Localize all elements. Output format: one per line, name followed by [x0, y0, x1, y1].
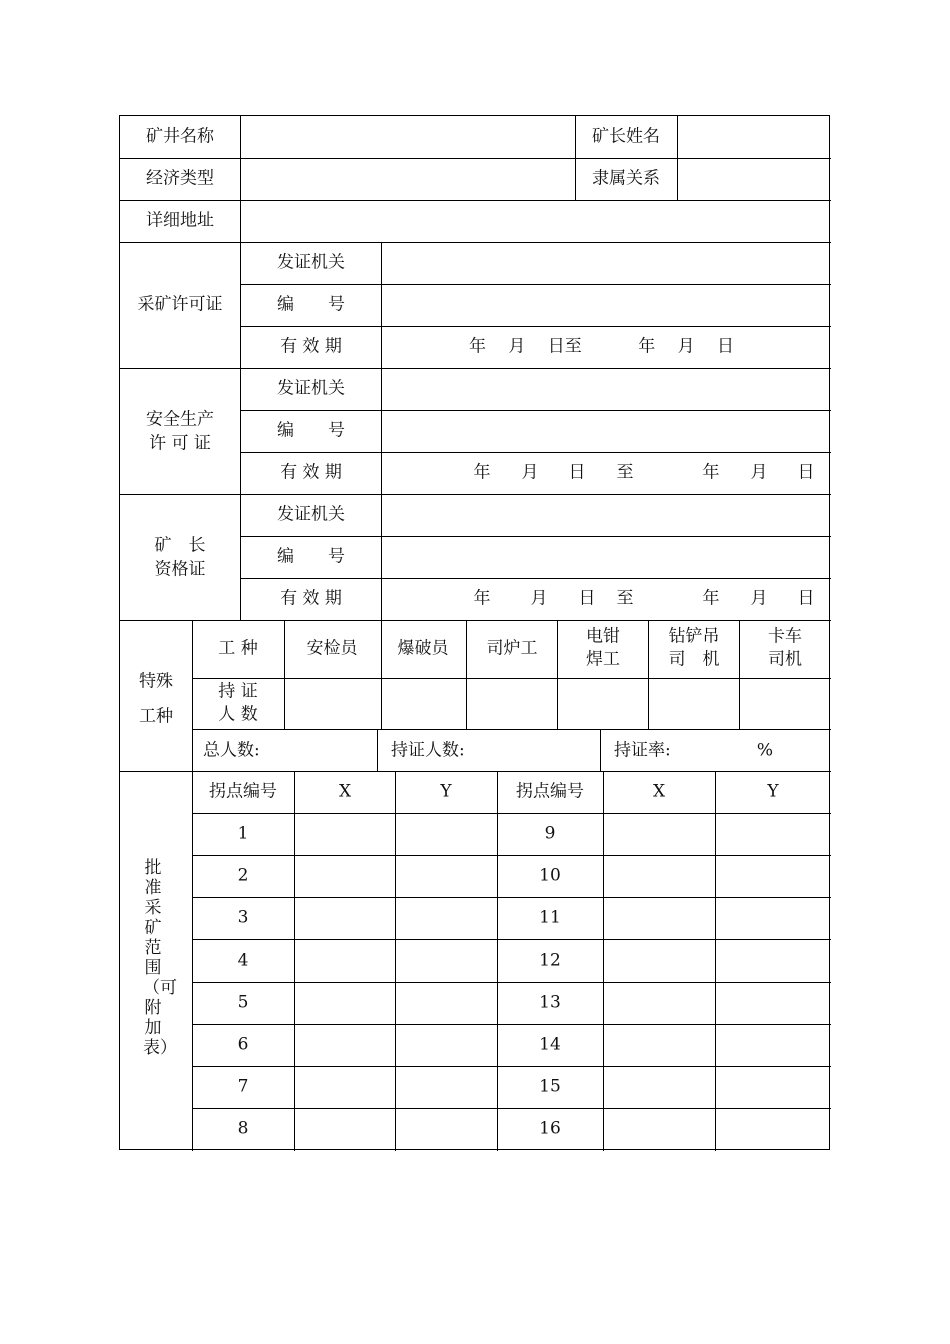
- point-number: 13: [539, 992, 561, 1013]
- col-divider: [284, 620, 285, 729]
- col-divider: [294, 771, 295, 1151]
- mine-name-label: 矿井名称: [146, 126, 214, 147]
- row-divider: [192, 897, 831, 898]
- row-divider: [192, 939, 831, 940]
- row-divider: [192, 729, 831, 730]
- mine-name-field[interactable]: [242, 117, 572, 157]
- welder-label-1: 电钳: [586, 626, 620, 647]
- row-divider: [240, 578, 831, 579]
- mining-range-title: 批准采矿范围（可附加表）: [143, 858, 177, 1058]
- col-divider: [648, 620, 649, 729]
- point-number: 2: [237, 865, 249, 886]
- address-field[interactable]: [245, 201, 825, 241]
- point-number: 3: [237, 907, 249, 928]
- point-number: 16: [539, 1118, 561, 1139]
- safety-day-2: 日: [797, 462, 815, 483]
- col-divider: [466, 620, 467, 729]
- safety-month-2: 月: [750, 462, 768, 483]
- director-day-2: 日: [797, 588, 815, 609]
- point-number: 4: [237, 950, 249, 971]
- x-header-left: X: [338, 781, 352, 802]
- row-divider: [192, 982, 831, 983]
- row-divider: [192, 813, 831, 814]
- point-number: 14: [539, 1034, 561, 1055]
- col-divider: [497, 771, 498, 1151]
- safety-to: 至: [616, 462, 634, 483]
- point-number: 9: [544, 823, 556, 844]
- point-number: 6: [237, 1034, 249, 1055]
- point-number-header-left: 拐点编号: [209, 781, 277, 802]
- director-cert-number-label: 编 号: [277, 546, 345, 567]
- mine-info-form: [119, 115, 830, 1150]
- row-divider: [240, 410, 831, 411]
- econ-type-label: 经济类型: [146, 168, 214, 189]
- safety-month-1: 月: [521, 462, 539, 483]
- col-divider: [575, 116, 576, 200]
- blaster-label: 爆破员: [397, 638, 449, 659]
- row-divider: [120, 494, 831, 495]
- y-header-right: Y: [767, 781, 779, 802]
- safety-license-number-label: 编 号: [277, 420, 345, 441]
- col-divider: [603, 771, 604, 1151]
- mining-license-issuer-label: 发证机关: [277, 252, 345, 273]
- certified-count-label: 持证人数:: [391, 740, 465, 761]
- point-number: 8: [237, 1118, 249, 1139]
- mining-license-validity-value: 年 月 日至 年 月 日: [469, 336, 735, 357]
- special-work-title-1: 特殊: [139, 671, 173, 692]
- director-month-2: 月: [750, 588, 768, 609]
- point-number: 10: [539, 865, 561, 886]
- director-month-1: 月: [530, 588, 548, 609]
- truck-label-2: 司机: [768, 649, 802, 670]
- row-divider: [240, 536, 831, 537]
- safety-license-validity-label: 有 效 期: [280, 462, 342, 483]
- col-divider: [739, 620, 740, 729]
- address-label: 详细地址: [146, 210, 214, 231]
- director-cert-title-1: 矿 长: [154, 535, 206, 556]
- point-number-header-right: 拐点编号: [516, 781, 584, 802]
- col-divider: [192, 620, 193, 1151]
- safety-license-title-1: 安全生产: [146, 409, 214, 430]
- cert-count-label-1: 持 证: [218, 681, 258, 702]
- row-divider: [240, 284, 831, 285]
- row-divider: [120, 242, 831, 243]
- row-divider: [192, 855, 831, 856]
- point-number: 7: [237, 1076, 249, 1097]
- director-to: 至: [616, 588, 634, 609]
- row-divider: [120, 620, 831, 621]
- safety-license-issuer-label: 发证机关: [277, 378, 345, 399]
- director-year-1: 年: [473, 588, 491, 609]
- cert-count-label-2: 人 数: [218, 704, 258, 725]
- col-divider: [381, 620, 382, 729]
- row-divider: [192, 1108, 831, 1109]
- director-cert-title-2: 资格证: [154, 559, 206, 580]
- total-count-label: 总人数:: [203, 740, 260, 761]
- y-header-left: Y: [440, 781, 452, 802]
- cert-rate-label: 持证率:: [614, 740, 671, 761]
- row-divider: [240, 326, 831, 327]
- safety-license-title-2: 许 可 证: [149, 433, 211, 454]
- col-divider: [600, 729, 601, 771]
- row-divider: [120, 771, 831, 772]
- row-divider: [192, 678, 831, 679]
- point-number: 12: [539, 950, 561, 971]
- stoker-label: 司炉工: [486, 638, 538, 659]
- director-year-2: 年: [702, 588, 720, 609]
- mining-license-validity-label: 有 效 期: [280, 336, 342, 357]
- driller-label-2: 司 机: [668, 649, 720, 670]
- point-number: 15: [539, 1076, 561, 1097]
- director-cert-validity-label: 有 效 期: [280, 588, 342, 609]
- director-day-1: 日: [578, 588, 596, 609]
- mining-license-title: 采矿许可证: [137, 294, 223, 315]
- percent-sign: %: [756, 740, 774, 761]
- col-divider: [557, 620, 558, 729]
- col-divider: [377, 729, 378, 771]
- affiliation-field[interactable]: [679, 159, 829, 199]
- director-name-label: 矿长姓名: [592, 126, 660, 147]
- safety-year-1: 年: [473, 462, 491, 483]
- row-divider: [192, 1066, 831, 1067]
- inspector-label: 安检员: [306, 638, 358, 659]
- welder-label-2: 焊工: [586, 649, 620, 670]
- col-divider: [240, 116, 241, 620]
- col-divider: [395, 771, 396, 1151]
- row-divider: [240, 452, 831, 453]
- safety-day-1: 日: [568, 462, 586, 483]
- col-divider: [381, 242, 382, 620]
- row-divider: [120, 368, 831, 369]
- driller-label-1: 钻铲吊: [668, 626, 720, 647]
- truck-label-1: 卡车: [768, 626, 802, 647]
- point-number: 5: [237, 992, 249, 1013]
- x-header-right: X: [652, 781, 666, 802]
- affiliation-label: 隶属关系: [592, 168, 660, 189]
- col-divider: [715, 771, 716, 1151]
- point-number: 11: [539, 907, 561, 928]
- director-name-field[interactable]: [679, 117, 829, 157]
- col-divider: [677, 116, 678, 200]
- director-cert-issuer-label: 发证机关: [277, 504, 345, 525]
- point-number: 1: [237, 823, 249, 844]
- econ-type-field[interactable]: [242, 159, 572, 199]
- mining-license-number-label: 编 号: [277, 294, 345, 315]
- row-divider: [192, 1024, 831, 1025]
- safety-year-2: 年: [702, 462, 720, 483]
- work-type-label: 工 种: [218, 638, 258, 659]
- special-work-title-2: 工种: [139, 706, 173, 727]
